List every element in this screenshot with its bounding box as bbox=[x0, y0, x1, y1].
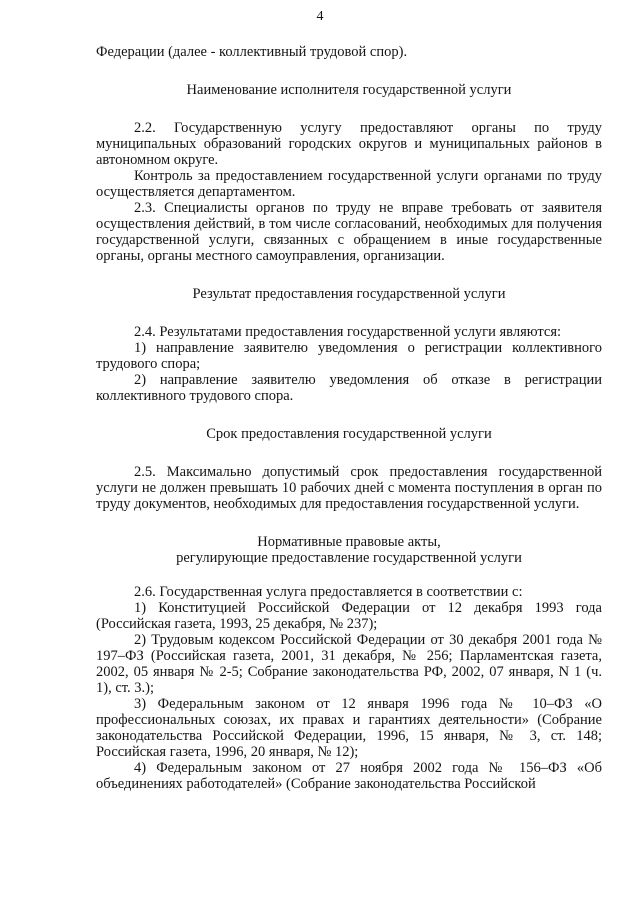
list-item-result-2: 2) направление заявителю уведомления об отказе в регистрации коллективного трудового спора. bbox=[96, 372, 602, 404]
heading-legal-acts bbox=[96, 534, 602, 566]
paragraph-2-5: 2.5. Максимально допустимый срок предоставления государственной услуги не должен превышать 10 рабочих дней с момента поступления в орган по труду документов, необходимых для предоставления государственной услуги. bbox=[96, 464, 602, 512]
heading-term: Срок предоставления государственной услуги bbox=[206, 426, 492, 442]
page-number: 4 bbox=[316, 9, 324, 24]
list-item-law-1: 1) Конституцией Российской Федерации от 12 декабря 1993 года (Российская газета, 1993, 25 декабря, № 237); bbox=[96, 600, 602, 632]
heading-legal-acts-line-1: Нормативные правовые акты, bbox=[257, 534, 441, 550]
paragraph-2-2: 2.2. Государственную услугу предоставляют органы по труду муниципальных образований городских округов и муниципальных районов в автономном округе. bbox=[96, 120, 602, 168]
heading-legal-acts-line-2: регулирующие предоставление государственной услуги bbox=[176, 550, 522, 566]
document-body bbox=[96, 44, 602, 792]
paragraph-2-6: 2.6. Государственная услуга предоставляется в соответствии с: bbox=[134, 584, 523, 600]
list-item-law-4: 4) Федеральным законом от 27 ноября 2002 года № 156–ФЗ «Об объединениях работодателей» (Собрание законодательства Российской bbox=[96, 760, 602, 792]
list-item-law-2: 2) Трудовым кодексом Российской Федерации от 30 декабря 2001 года № 197–ФЗ (Российская газета, 2001, 31 декабря, № 256; Парламентская газета, 2002, 05 января № 2-5; Собрание законодательства РФ, 2002, 07 января, N 1 (ч. 1), ст. 3.); bbox=[96, 632, 602, 696]
paragraph-2-4: 2.4. Результатами предоставления государственной услуги являются: bbox=[134, 324, 562, 340]
heading-result: Результат предоставления государственной услуги bbox=[192, 286, 506, 302]
paragraph-2-3: 2.3. Специалисты органов по труду не вправе требовать от заявителя осуществления действий, в том числе согласований, необходимых для получения государственной услуги, связанных с обращением в иные государственные органы, органы местного самоуправления, организации. bbox=[96, 200, 602, 264]
paragraph-control: Контроль за предоставлением государственной услуги органами по труду осуществляется департаментом. bbox=[96, 168, 602, 200]
heading-executor: Наименование исполнителя государственной услуги bbox=[186, 82, 512, 98]
list-item-law-3: 3) Федеральным законом от 12 января 1996 года № 10–ФЗ «О профессиональных союзах, их правах и гарантиях деятельности» (Собрание законодательства Российской Федерации, 1996, 15 января, № 3, ст. 148; Российская газета, 1996, 20 января, № 12); bbox=[96, 696, 602, 760]
intro-line: Федерации (далее - коллективный трудовой спор). bbox=[96, 44, 408, 60]
list-item-result-1: 1) направление заявителю уведомления о регистрации коллективного трудового спора; bbox=[96, 340, 602, 372]
